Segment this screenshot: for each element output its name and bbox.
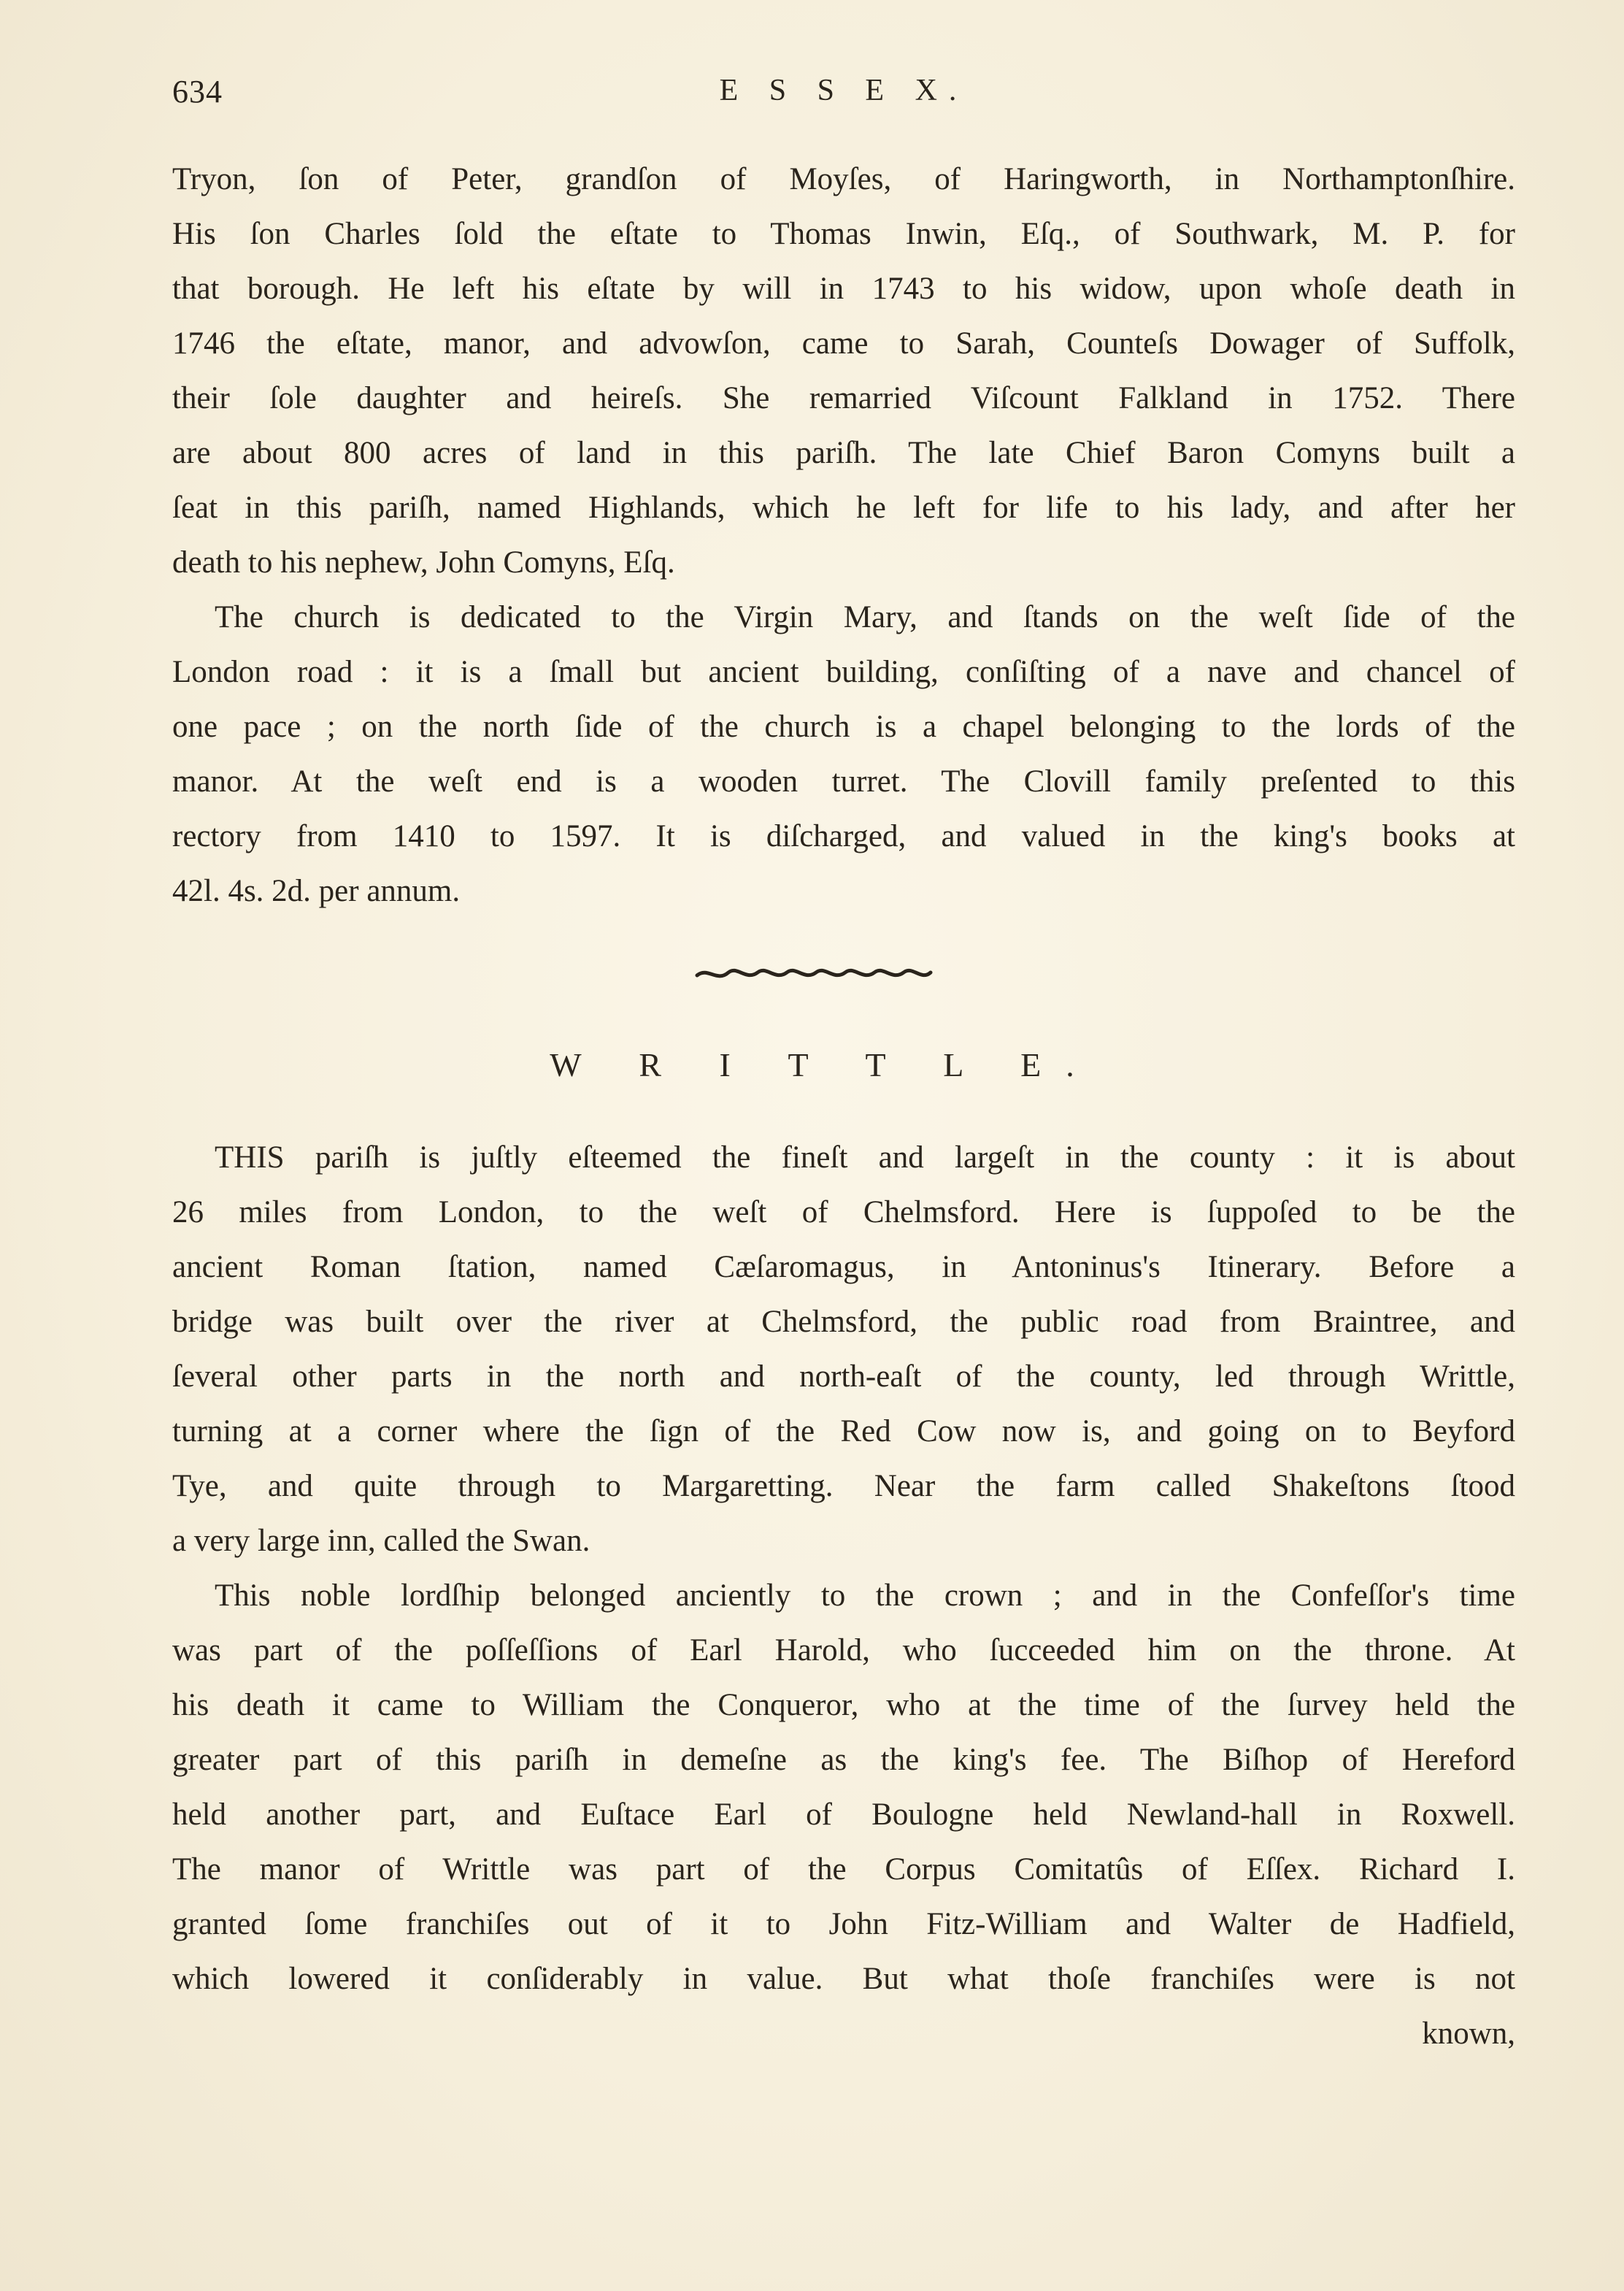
text-line: are about 800 acres of land in this pariſh. The late Chief Baron Comyns built a [172,436,1515,470]
text-line: bridge was built over the river at Chelmsford, the public road from Braintree, and [172,1305,1515,1339]
text-line: Tye, and quite through to Margaretting. Near the farm called Shakeſtons ſtood [172,1469,1515,1503]
text-line: that borough. He left his eſtate by will in 1743 to his widow, upon whoſe death in [172,272,1515,306]
text-line: turning at a corner where the ſign of the Red Cow now is, and going on to Beyford [172,1414,1515,1448]
text-line: his death it came to William the Conqueror, who at the time of the ſurvey held the [172,1688,1515,1722]
text-line: granted ſome franchiſes out of it to John Fitz-William and Walter de Hadfield, [172,1907,1515,1941]
text-line: rectory from 1410 to 1597. It is diſcharged, and valued in the king's books at [172,819,1515,853]
catchword: known, [1422,2016,1515,2051]
section-2-text [172,1130,1515,2061]
section-title: W R I T T L E. [550,1046,1099,1083]
text-line: manor. At the weſt end is a wooden turret. The Clovill family preſented to this [172,764,1515,799]
text-line: THIS pariſh is juſtly eſteemed the fineſt and largeſt in the county : it is about [215,1140,1515,1175]
text-line: 26 miles from London, to the weſt of Chelmsford. Here is ſuppoſed to be the [172,1195,1515,1229]
running-head: E S S E X. [719,74,969,107]
text-line: held another part, and Euſtace Earl of Boulogne held Newland-hall in Roxwell. [172,1797,1515,1832]
section-1-text [172,152,1515,918]
text-line: greater part of this pariſh in demeſne as the king's fee. The Biſhop of Hereford [172,1743,1515,1777]
text-line: a very large inn, called the Swan. [172,1524,590,1558]
text-line: The church is dedicated to the Virgin Mary, and ſtands on the weſt ſide of the [215,600,1515,634]
text-line: ſeat in this pariſh, named Highlands, which he left for life to his lady, and after her [172,491,1515,525]
text-line: His ſon Charles ſold the eſtate to Thomas Inwin, Eſq., of Southwark, M. P. for [172,217,1515,251]
text-line: This noble lordſhip belonged anciently to the crown ; and in the Confeſſor's time [215,1578,1515,1613]
text-line: ancient Roman ſtation, named Cæſaromagus, in Antoninus's Itinerary. Before a [172,1250,1515,1284]
text-line: which lowered it conſiderably in value. But what thoſe franchiſes were is not [172,1962,1515,1996]
page-number: 634 [172,74,223,110]
text-line: Tryon, ſon of Peter, grandſon of Moyſes, of Haringworth, in Northamptonſhire. [172,162,1515,196]
text-line: their ſole daughter and heireſs. She remarried Viſcount Falkland in 1752. There [172,381,1515,415]
text-line: London road : it is a ſmall but ancient building, conſiſting of a nave and chancel of [172,655,1515,689]
ornament-divider [693,962,934,984]
text-line: was part of the poſſeſſions of Earl Harold, who ſucceeded him on the throne. At [172,1633,1515,1668]
text-line: death to his nephew, John Comyns, Eſq. [172,545,675,580]
text-line: 1746 the eſtate, manor, and advowſon, came to Sarah, Counteſs Dowager of Suffolk, [172,326,1515,361]
text-line: ſeveral other parts in the north and north-eaſt of the county, led through Writtle, [172,1359,1515,1394]
page-header [172,73,1515,117]
text-line: The manor of Writtle was part of the Corpus Comitatûs of Eſſex. Richard I. [172,1852,1515,1887]
text-line: 42l. 4s. 2d. per annum. [172,874,461,908]
text-line: one pace ; on the north ſide of the church is a chapel belonging to the lords of the [172,710,1515,744]
